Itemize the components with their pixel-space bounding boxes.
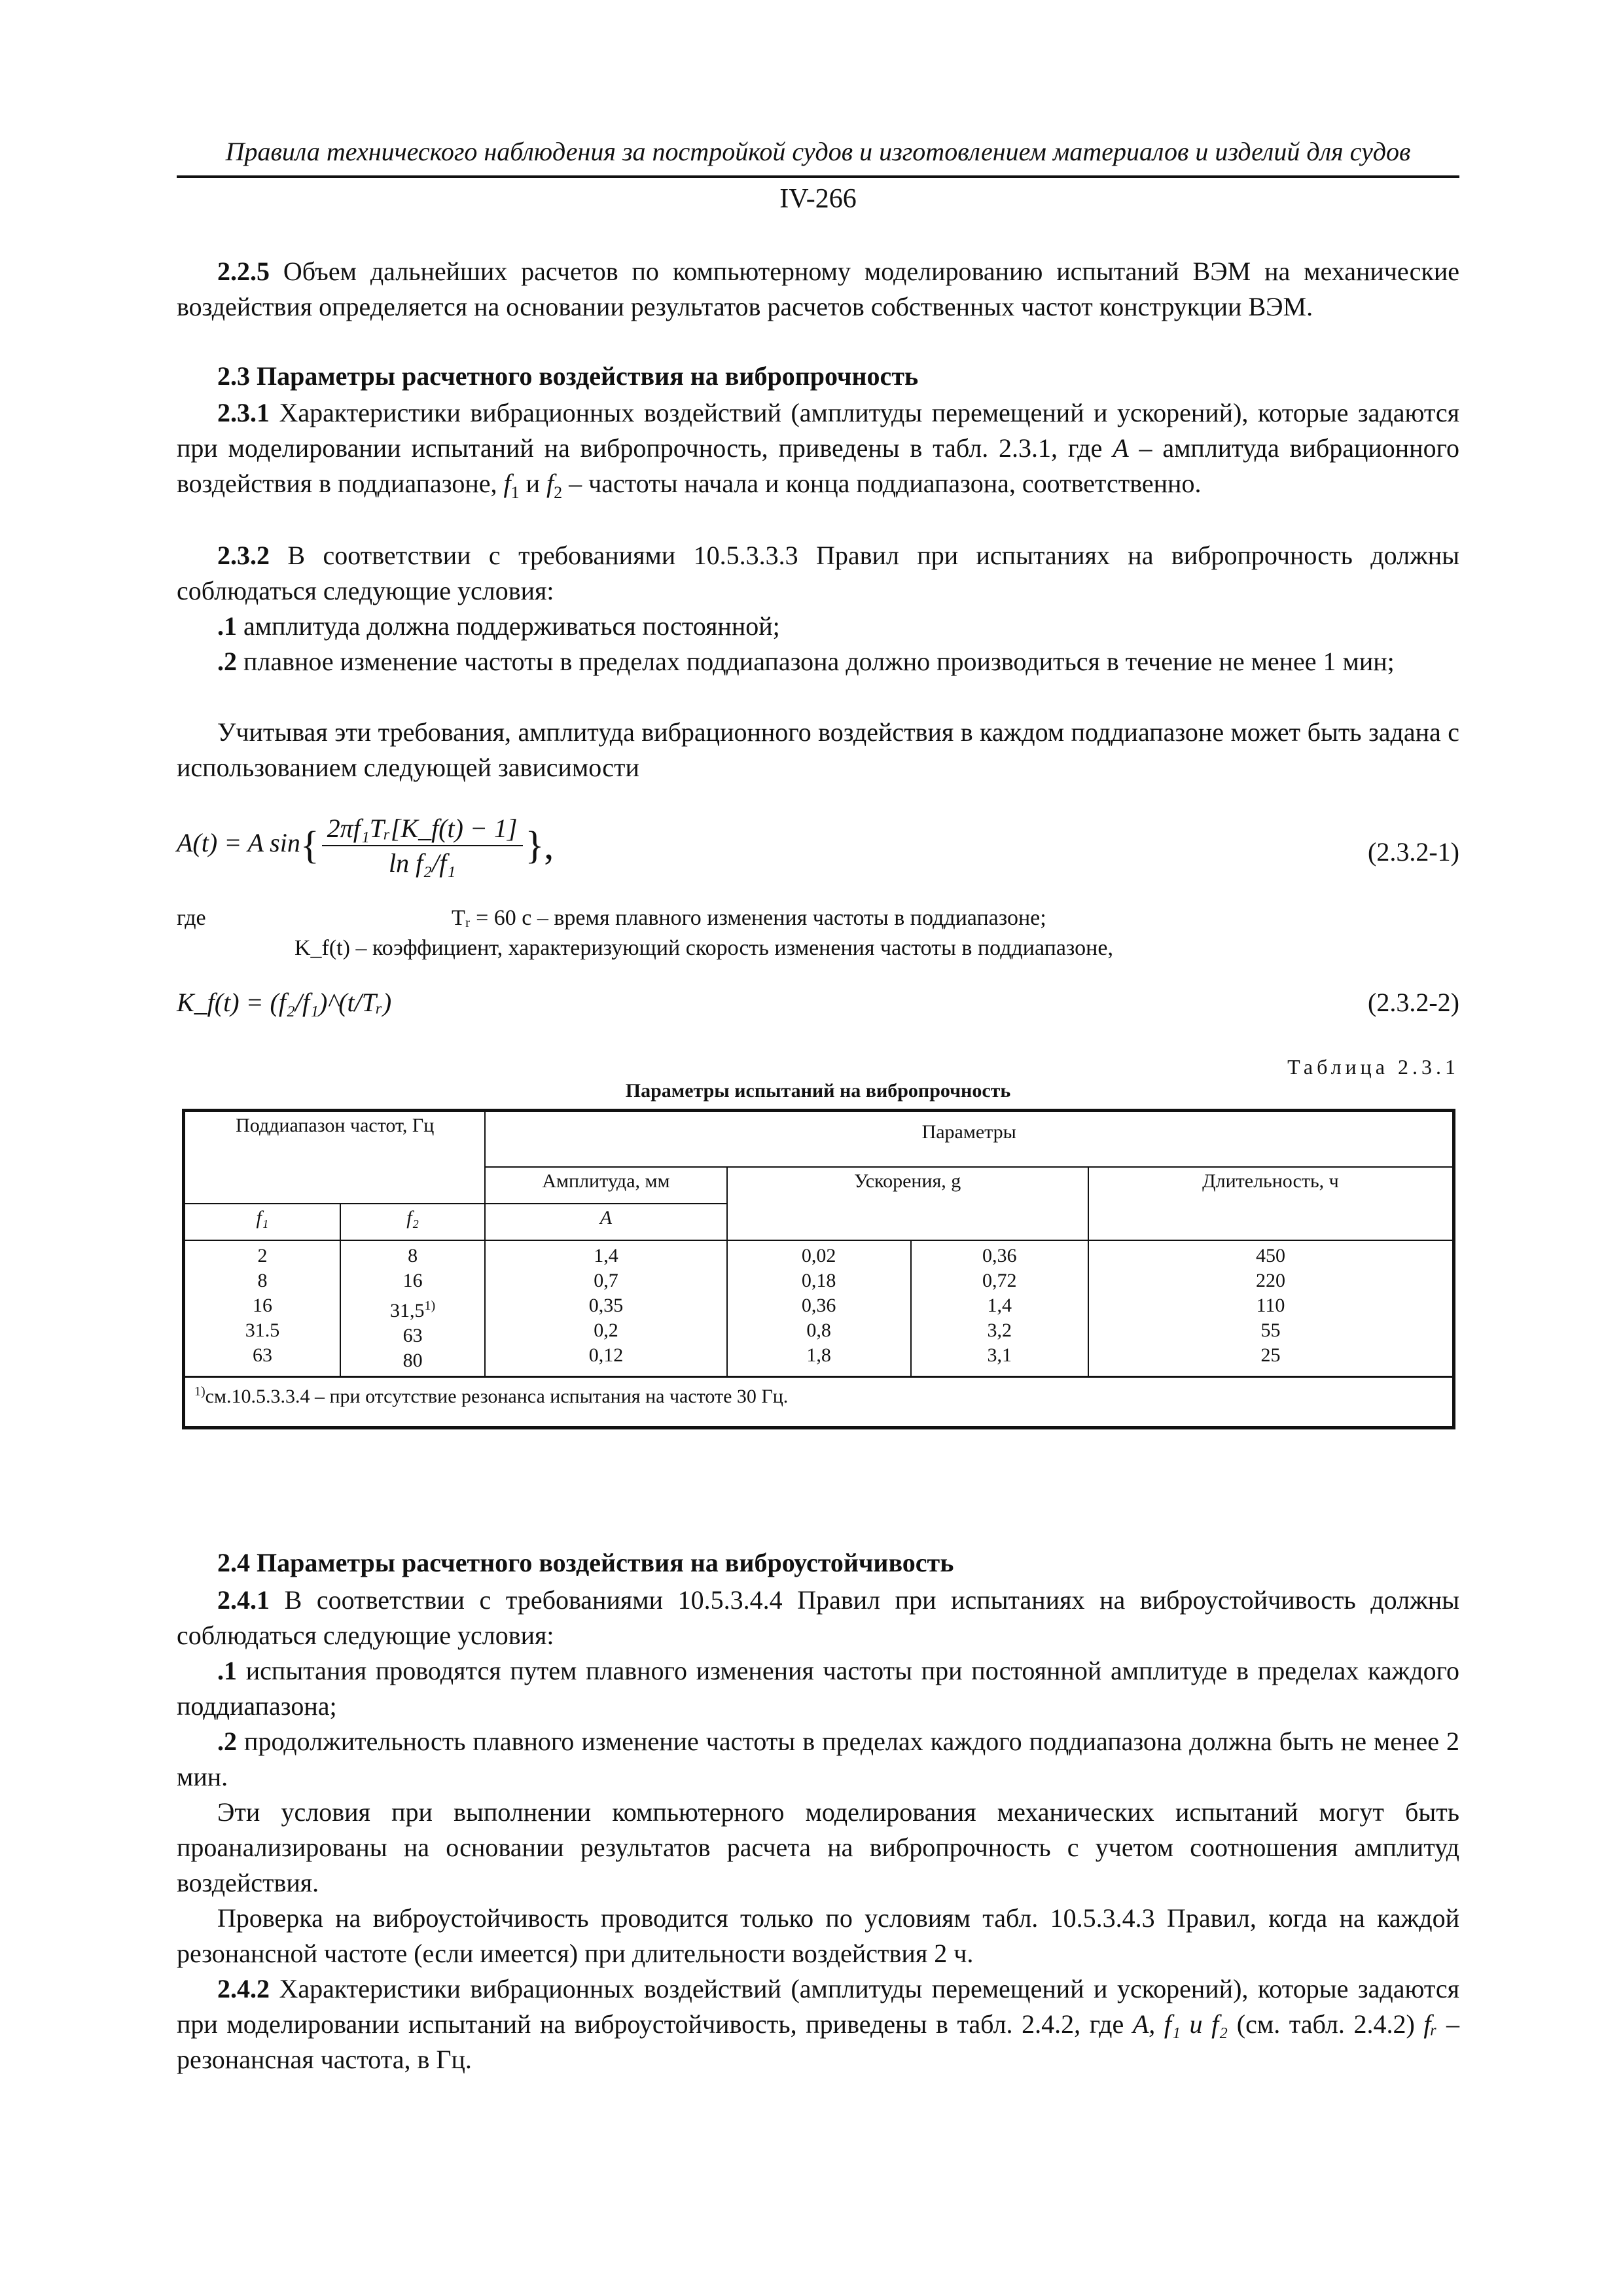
variable-fr: fᵣ <box>1423 2009 1438 2039</box>
clause-number: 2.4.2 <box>217 1974 270 2003</box>
column-duration: 450 220 110 55 25 <box>1088 1240 1454 1377</box>
paragraph-2-3-2: 2.3.2 В соответствии с требованиями 10.5.3.3.3 Правил при испытаниях на вибропрочность должны соблюдаться следующие условия: <box>177 541 1459 605</box>
clause-number: 2.3.2 <box>217 541 270 570</box>
legend-line-Kf: K_f(t) – коэффициент, характеризующий скорость изменения частоты в поддиапазоне, <box>294 936 1113 960</box>
paragraph-text: Объем дальнейших расчетов по компьютерному моделированию испытаний ВЭМ на механические воздействия определяется на основании результатов расчетов собственных частот конструкции ВЭМ. <box>177 257 1459 321</box>
table-title: Параметры испытаний на вибропрочность <box>625 1080 1011 1102</box>
section-heading-2-4: 2.4 Параметры расчетного воздействия на виброустойчивость <box>217 1548 954 1577</box>
table-footnote: $^{1)}$см.10.5.3.3.4 – при отсутствие резонанса испытания на частоте 30 Гц. <box>184 1376 1454 1427</box>
paragraph-2-4-1: 2.4.1 В соответствии с требованиями 10.5.3.4.4 Правил при испытаниях на виброустойчивость должны соблюдаться следующие условия: <box>177 1585 1459 1650</box>
column-acceleration-2: 0,36 0,72 1,4 3,2 3,1 <box>911 1240 1088 1377</box>
section-heading-2-3: 2.3 Параметры расчетного воздействия на вибропрочность <box>217 361 919 391</box>
header-amplitude: Амплитуда, мм <box>485 1167 726 1204</box>
paragraph-2-4-2: 2.4.2 Характеристики вибрационных воздействий (амплитуды перемещений и ускорений), которые задаются при моделировании испытаний на виброустойчивость, приведены в табл. 2.4.2, где A, f₁ и f₂ (см. табл. 2.4.2) fᵣ – резонансная частота, в Гц. <box>177 1974 1459 2074</box>
formula-2-3-2-1: A(t) = A sin{ $\frac{\text{2πf₁Tᵣ[K\_f(t) − 1]}}{\text{ln f₂/f₁}}$ }, (2.3.2-1) <box>177 814 1459 878</box>
list-item-1: .1 амплитуда должна поддерживаться постоянной; <box>217 611 780 641</box>
list-item-2-4-1-2: .2 продолжительность плавного изменение частоты в пределах каждого поддиапазона должна быть не менее 2 мин. <box>177 1727 1459 1791</box>
paragraph-2-3-1: 2.3.1 Характеристики вибрационных воздействий (амплитуды перемещений и ускорений), которые задаются при моделировании испытаний на вибропрочность, приведены в табл. 2.3.1, где A – амплитуда вибрационного воздействия в поддиапазоне, $f_1$ и $f_2$ – частоты начала и конца поддиапазона, соответственно. <box>177 398 1459 502</box>
paragraph-conditions: Эти условия при выполнении компьютерного моделирования механических испытаний могут быть проанализированы на основании результатов расчета на вибропрочность с учетом соотношения амплитуд воздействия. <box>177 1797 1459 1897</box>
header-acceleration: Ускорения, g <box>727 1167 1088 1240</box>
clause-number: 2.4.1 <box>217 1585 270 1615</box>
header-rule <box>177 175 1459 178</box>
formula-2-3-2-2 <box>177 987 1459 1020</box>
clause-number: 2.3.1 <box>217 398 270 427</box>
formula-expression: K_f(t) = (f₂/f₁)^(t/Tᵣ) <box>177 988 392 1017</box>
where-label: где <box>177 906 206 930</box>
list-item-2: .2 плавное изменение частоты в пределах поддиапазона должно производиться в течение не менее 1 мин; <box>217 647 1395 676</box>
formula-number: (2.3.2-1) <box>1368 837 1459 867</box>
vibration-strength-table <box>182 1109 1455 1429</box>
formula-fraction <box>322 813 523 878</box>
header-subrange: Поддиапазон частот, Гц <box>184 1111 486 1204</box>
header-f1: f₁ <box>184 1204 340 1240</box>
list-item-2-4-1-1: .1 испытания проводятся путем плавного изменения частоты при постоянной амплитуде в пределах каждого поддиапазона; <box>177 1656 1459 1721</box>
page-number: IV-266 <box>779 184 857 214</box>
variable-f1: f <box>503 469 511 498</box>
paragraph-check: Проверка на виброустойчивость проводится только по условиям табл. 10.5.3.4.3 Правил, когда на каждой резонансной частоте (если имеется) при длительности воздействия 2 ч. <box>177 1903 1459 1968</box>
header-duration: Длительность, ч <box>1088 1167 1454 1240</box>
clause-number: 2.2.5 <box>217 257 270 286</box>
legend-line-Tr: Tᵣ = 60 с – время плавного изменения частоты в поддиапазоне; <box>452 906 1046 930</box>
table-caption: Таблица 2.3.1 <box>1287 1055 1459 1079</box>
variable-f2: f <box>546 469 554 498</box>
header-parameters: Параметры <box>485 1111 1454 1167</box>
variables-A-f1-f2: A, f₁ и f₂ <box>1132 2009 1228 2039</box>
variable-A: A <box>1113 433 1129 463</box>
formula-number: (2.3.2-2) <box>1368 988 1459 1017</box>
formula-lhs: A(t) = A sin <box>177 828 300 858</box>
paragraph-2-2-5 <box>177 254 1459 325</box>
column-acceleration-1: 0,02 0,18 0,36 0,8 1,8 <box>727 1240 911 1377</box>
paragraph-considering: Учитывая эти требования, амплитуда вибрационного воздействия в каждом поддиапазоне может быть задана с использованием следующей зависимости <box>177 717 1459 782</box>
header-f2: f₂ <box>340 1204 485 1240</box>
formula-denominator: ln f₂/f₁ <box>388 848 456 878</box>
column-amplitude: 1,4 0,7 0,35 0,2 0,12 <box>485 1240 726 1377</box>
column-f2: 8 16 31,5$^{1)}$ 63 80 <box>340 1240 485 1377</box>
header-A: A <box>485 1204 726 1240</box>
running-header: Правила технического наблюдения за постройкой судов и изготовлением материалов и изделий для судов <box>225 137 1411 166</box>
formula-numerator: 2πf₁Tᵣ[K_f(t) − 1] <box>322 813 523 846</box>
column-f1: 2 8 16 31.5 63 <box>184 1240 340 1377</box>
